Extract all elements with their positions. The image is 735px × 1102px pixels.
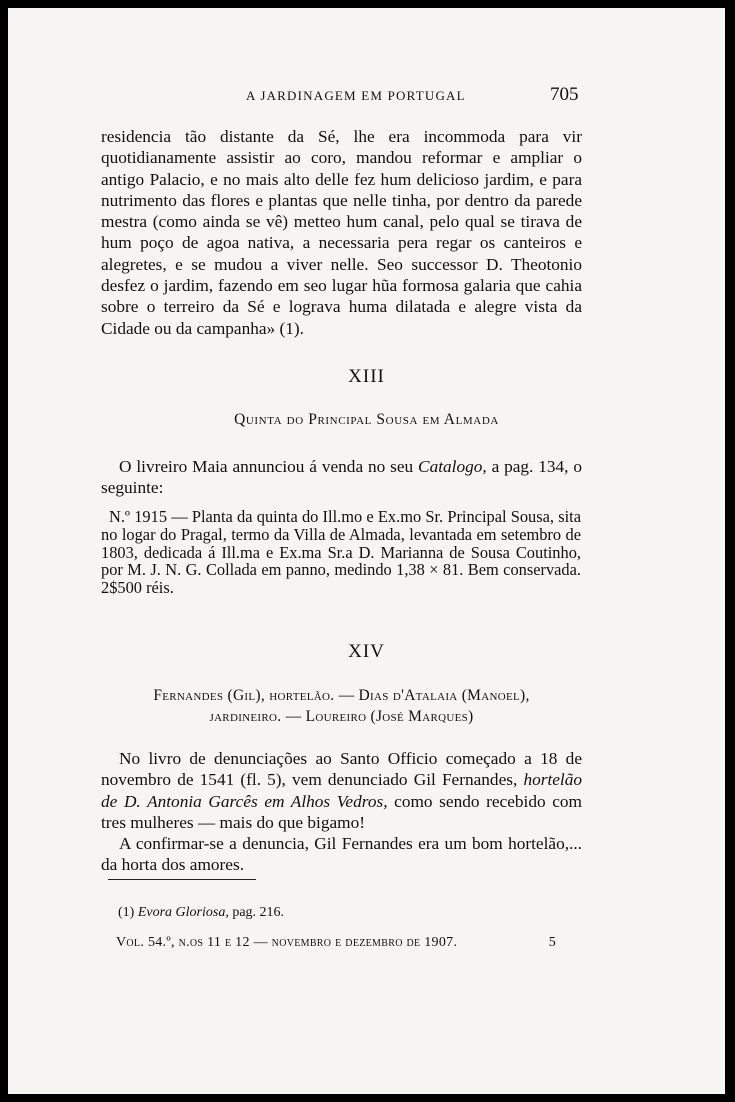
sheet-signature: 5 (548, 935, 556, 950)
denunciation-italic: hortelão de D. Antonia Garcês em Alhos Vedros, (101, 770, 582, 811)
section-xiii-intro (101, 456, 582, 499)
paragraph-text: residencia tão distante da Sé, lhe era incommoda para vir quotidianamente assistir ao coro, mandou reformar e ampliar o antigo Palacio, e no mais alto delle fez hum delicioso jardim, e para nutrimento das flores e plantas que nelle tinha, por dentro da parede mestra (como ainda se vê) metteo hum canal, pelo qual se tirava de hum poço de agoa nativa, a necessaria pera regar os canteiros e alegretes, e se mudou a viver nelle. Seo successor D. Theotonio desfez o jardim, fazendo em seo lugar hũa formosa galaria que cahia sobre o terreiro da Sé e lograva huma dilatada e alegre vista da Cidade ou da campanha» (1). (101, 127, 582, 338)
footnote-marker: (1) (118, 905, 135, 920)
volume-info: Vol. 54.º, n.os 11 e 12 — novembro e dezembro de 1907. (116, 935, 458, 950)
denunciation-text-end: como sendo recebido com tres mulheres — mais do que bigamo! (101, 791, 582, 832)
running-header (8, 84, 725, 108)
section-heading-xiv (101, 685, 582, 727)
denunciation-paragraph (101, 748, 582, 833)
paragraph-continuation (101, 126, 582, 339)
footnote (118, 905, 284, 921)
footnote-page: pag. 216. (228, 905, 285, 920)
heading-line-1: Fernandes (Gil), hortelão. — Dias d'Atalaia (Manoel), (153, 687, 530, 704)
intro-text-end: a pag. 134, o seguinte: (101, 457, 583, 498)
conclusion-paragraph: A confirmar-se a denuncia, Gil Fernandes era um bom hortelão,... da horta dos amores. (101, 834, 582, 875)
heading-line-2: jardineiro. — Loureiro (José Marques) (209, 708, 474, 725)
document-page (8, 8, 725, 1094)
footnote-source: Evora Gloriosa, (137, 905, 229, 920)
intro-text: O livreiro Maia annunciou á venda no seu (119, 457, 419, 476)
section-title-xiii: Quinta do Principal Sousa em Almada (234, 411, 499, 428)
section-number-xiv: XIV (348, 641, 385, 662)
running-title: A JARDINAGEM EM PORTUGAL (246, 88, 466, 103)
catalog-entry-text: N.º 1915 — Planta da quinta do Ill.mo e Ex.mo Sr. Principal Sousa, sita no logar do Pragal, termo da Villa de Almada, levantada em setembro de 1803, dedicada á Ill.ma e Ex.ma Sr.a D. Marianna de Sousa Coutinho, por M. J. N. G. Collada em panno, medindo 1,38 × 81. Bem conservada. 2$500 réis. (101, 507, 581, 598)
footnote-divider (108, 879, 256, 880)
catalog-entry (101, 508, 581, 597)
colophon (116, 935, 556, 951)
section-xiv-body (101, 748, 582, 876)
page-number: 705 (550, 84, 579, 105)
catalog-title: Catalogo, (418, 457, 487, 476)
section-number-xiii: XIII (348, 366, 385, 387)
denunciation-text: No livro de denunciações ao Santo Officio começado a 18 de novembro de 1541 (fl. 5), vem denunciado Gil Fernandes, (101, 749, 582, 790)
